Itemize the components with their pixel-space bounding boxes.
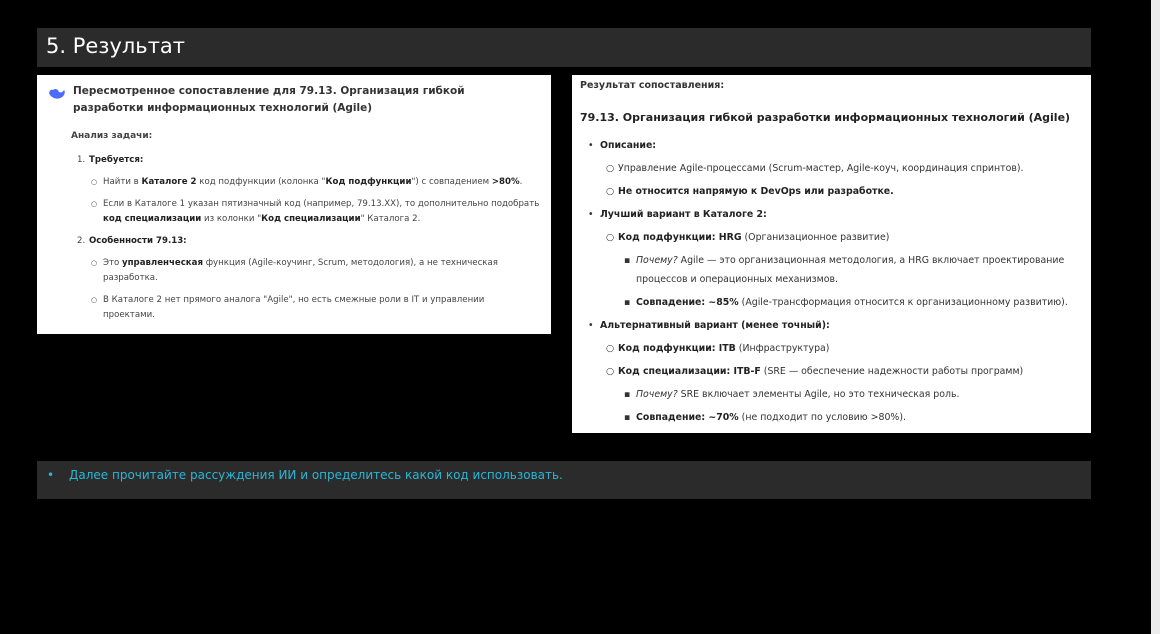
footer-note [37, 461, 1091, 499]
slide-title: 5. Результат [37, 28, 1091, 67]
list-item: 2. Особенности 79.13: [77, 236, 187, 246]
list-item: ▪ Совпадение: ~85% (Agile-трансформация относится к организационному развитию). [624, 297, 1068, 308]
list-item: ▪ Почему? Agile — это организационная методология, а HRG включает проектирование [624, 255, 1065, 266]
left-screenshot-panel [37, 75, 551, 334]
analysis-heading: Анализ задачи: [71, 131, 153, 141]
list-item: • Лучший вариант в Каталоге 2: [588, 209, 767, 220]
list-item: ▪ Совпадение: ~70% (не подходит по условию >80%). [624, 412, 906, 423]
result-heading: Результат сопоставления: [580, 80, 725, 91]
left-panel-title: Пересмотренное сопоставление для 79.13. Организация гибкой разработки информационных технологий (Agile) [73, 85, 465, 114]
list-item: ○ Найти в Каталоге 2 код подфункции (колонка "Код подфункции") с совпадением >80%. [91, 177, 523, 187]
list-item: ○ Код специализации: ITB-F (SRE — обеспечение надежности работы программ) [606, 366, 1024, 377]
list-item: ○ Не относится напрямую к DevOps или разработке. [606, 186, 894, 197]
footer-text: Далее прочитайте рассуждения ИИ и определитесь какой код использовать. [69, 468, 563, 482]
list-item: • Альтернативный вариант (менее точный): [588, 320, 830, 331]
list-item: ○ Управление Agile-процессами (Scrum-мастер, Agile-коуч, координация спринтов). [606, 163, 1024, 174]
bullet-icon: • [47, 468, 55, 482]
list-item: ○ Это управленческая функция (Agile-коучинг, Scrum, методология), а не техническая [91, 258, 498, 268]
list-item: • Описание: [588, 140, 657, 151]
list-item: ○ Если в Каталоге 1 указан пятизначный код (например, 79.13.XX), то дополнительно подобрать [91, 199, 540, 209]
deepseek-logo-icon [47, 84, 67, 104]
result-title: 79.13. Организация гибкой разработки информационных технологий (Agile) [580, 111, 1071, 124]
window-edge [1151, 0, 1160, 634]
analysis-list: 1. Требуется: ○ Найти в Каталоге 2 код подфункции (колонка "Код подфункции") с совпадением >80%. ○ Если в Каталоге 1 указан пятизначный код (например, 79.13.XX), то дополнительно подобрать код специализации из колонки "Код специализации" Каталога 2. 2. Особенности 79.13: ○ Это управленческая функция (Agile-коучинг, Scrum, методология), а не техническая разработка. ○ В Каталоге 2 нет прямого аналога "Agile", но есть смежные роли в IT и управлении проектами. [77, 153, 551, 323]
list-item: ▪ Почему? SRE включает элементы Agile, но это техническая роль. [624, 389, 960, 400]
list-item: ○ Код подфункции: ITB (Инфраструктура) [606, 343, 830, 354]
list-item: ○ Код подфункции: HRG (Организационное развитие) [606, 232, 890, 243]
list-item: 1. Требуется: [77, 155, 144, 165]
result-list: • Описание: ○ Управление Agile-процессами (Scrum-мастер, Agile-коуч, координация спринтов). ○ Не относится напрямую к DevOps или разработке. • Лучший вариант в Каталоге 2: ○ Код подфункции: HRG (Организационное развитие) ▪ Почему? Agile — это организационная методология, а HRG включает проектирование процессов и операционных механизмов. ▪ Совпадение: ~85% (Agile-трансформация относится к организационному развитию). • Альтернативный вариант (менее точный): ○ Код подфункции: ITB (Инфраструктура) ○ Код специализации: ITB-F (SRE — обеспечение надежности работы программ) ▪ Почему? SRE включает элементы Agile, но это техническая роль. ▪ Совпадение: ~70% (не подходит по условию >80%). [580, 134, 1091, 429]
right-screenshot-panel [572, 75, 1091, 433]
list-item: ○ В Каталоге 2 нет прямого аналога "Agile", но есть смежные роли в IT и управлении [91, 295, 485, 305]
